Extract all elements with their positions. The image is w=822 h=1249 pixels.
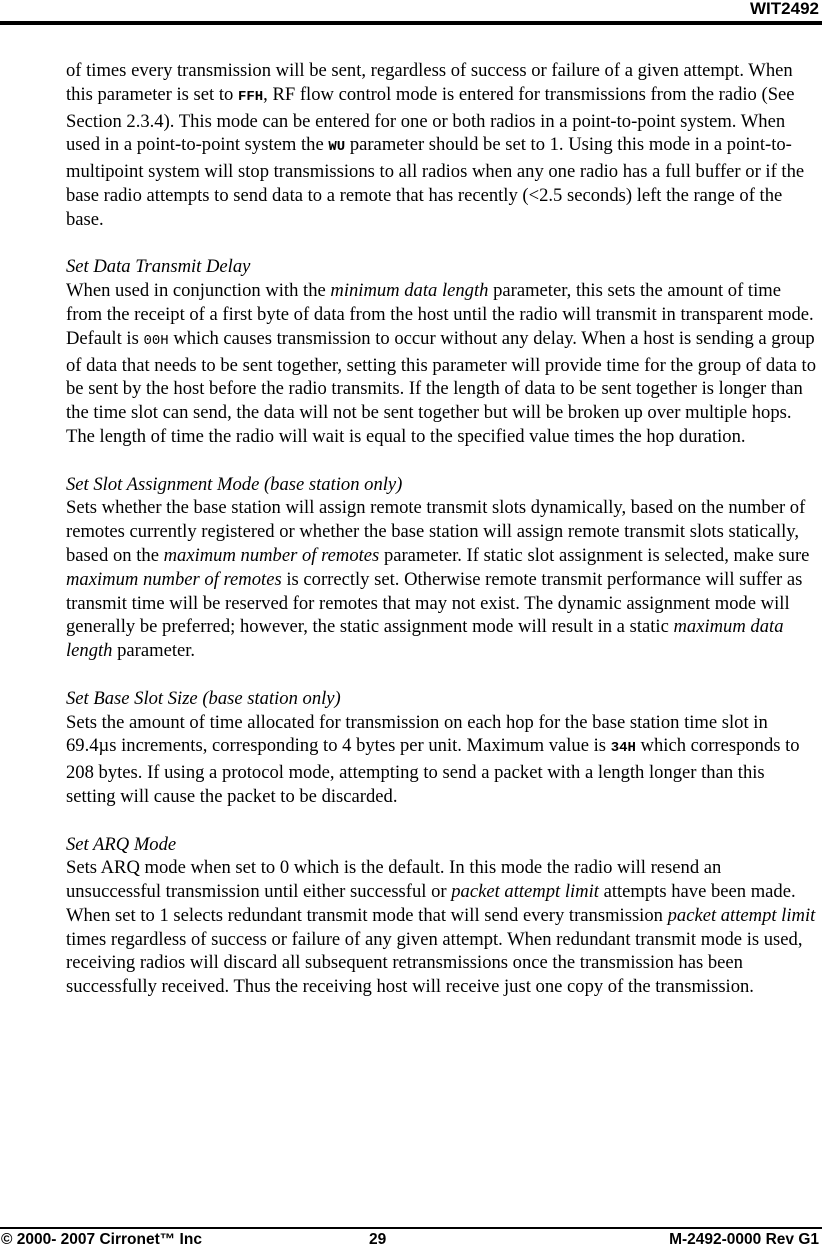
footer-rule xyxy=(0,1227,822,1229)
body-text xyxy=(66,59,818,1023)
paragraph-text: Sets the amount of time allocated for transmission on each hop for the base station time slot in 69.4µs increments, corresponding to 4 bytes per unit. Maximum value is xyxy=(66,711,768,757)
paragraph-text: parameter. xyxy=(112,640,196,662)
section-arq-mode xyxy=(66,833,818,1000)
code-value: 00H xyxy=(143,332,169,349)
footer-page-number: 29 xyxy=(369,1231,387,1248)
paragraph-text: parameter. If static slot assignment is selected, make sure xyxy=(379,544,810,566)
paragraph-text: which corresponds to 208 bytes. If using a protocol mode, attempting to send a packet with a length longer than this setting will cause the packet to be discarded. xyxy=(66,735,800,807)
section-heading: Set Data Transmit Delay xyxy=(66,256,251,278)
section-data-transmit-delay xyxy=(66,255,818,448)
code-value: FFH xyxy=(237,88,264,105)
code-value: 34H xyxy=(610,740,636,757)
footer-doc-revision: M-2492-0000 Rev G1 xyxy=(669,1231,819,1248)
section-heading: Set ARQ Mode xyxy=(66,833,177,855)
paragraph-text: is correctly set. Otherwise remote transmit performance will suffer as transmit time will be reserved for remotes that may not exist. The dynamic assignment mode will generally be preferred; however, the static assignment mode will result in a static xyxy=(66,568,803,638)
footer-copyright: © 2000- 2007 Cirronet™ Inc xyxy=(1,1231,202,1248)
parameter-name: packet attempt limit xyxy=(667,904,816,926)
header-doc-id: WIT2492 xyxy=(750,0,819,18)
parameter-name: minimum data length xyxy=(330,280,489,302)
header-rule xyxy=(0,21,822,25)
paragraph-text: , RF flow control mode is entered for transmissions from the radio (See Section 2.3.4). This mode can be entered for one or both radios in a point-to-point system. When used in a point-to-point system the xyxy=(66,83,795,156)
paragraph-continuation xyxy=(66,59,818,232)
paragraph-text: Sets ARQ mode when set to 0 which is the default. In this mode the radio will resend an unsuccessful transmission until either successful or xyxy=(66,857,722,903)
paragraph-text: parameter should be set to 1. Using this mode in a point-to-multipoint system will stop transmissions to all radios when any one radio has a full buffer or if the base radio attempts to send data to a remote that has recently (<2.5 seconds) left the range of the base. xyxy=(66,134,805,230)
paragraph-text: parameter, this sets the amount of time from the receipt of a first byte of data from the host until the radio will transmit in transparent mode. Default is xyxy=(66,280,814,349)
paragraph-text: which causes transmission to occur without any delay. When a host is sending a group of data that needs to be sent together, setting this parameter will provide time for the group of data to be sent by the host before the radio transmits. If the length of data to be sent together is longer than the time slot can send, the data will not be sent together but will be broken up over multiple hops. The length of time the radio will wait is equal to the specified value times the hop duration. xyxy=(66,327,817,447)
code-value: WU xyxy=(328,139,346,156)
paragraph-text: When used in conjunction with the xyxy=(66,280,331,302)
parameter-name: maximum data length xyxy=(66,616,784,662)
parameter-name: maximum number of remotes xyxy=(66,568,282,590)
paragraph-text: attempts have been made. When set to 1 selects redundant transmit mode that will send every transmission xyxy=(66,881,796,926)
section-heading: Set Base Slot Size (base station only) xyxy=(66,687,341,709)
paragraph-text: of times every transmission will be sent, regardless of success or failure of a given attempt. When this parameter is set to xyxy=(66,60,793,105)
section-slot-assignment-mode xyxy=(66,473,818,663)
parameter-name: maximum number of remotes xyxy=(163,544,380,566)
paragraph-text: Sets whether the base station will assign remote transmit slots dynamically, based on the number of remotes currently registered or whether the base station will assign remote transmit slots statically, based on the xyxy=(66,497,806,566)
section-heading: Set Slot Assignment Mode (base station only) xyxy=(66,473,403,495)
parameter-name: packet attempt limit xyxy=(451,881,599,903)
paragraph-text: times regardless of success or failure of any given attempt. When redundant transmit mode is used, receiving radios will discard all subsequent retransmissions once the transmission has been successfully received. Thus the receiving host will receive just one copy of the transmission. xyxy=(66,928,803,998)
section-base-slot-size xyxy=(66,687,818,809)
